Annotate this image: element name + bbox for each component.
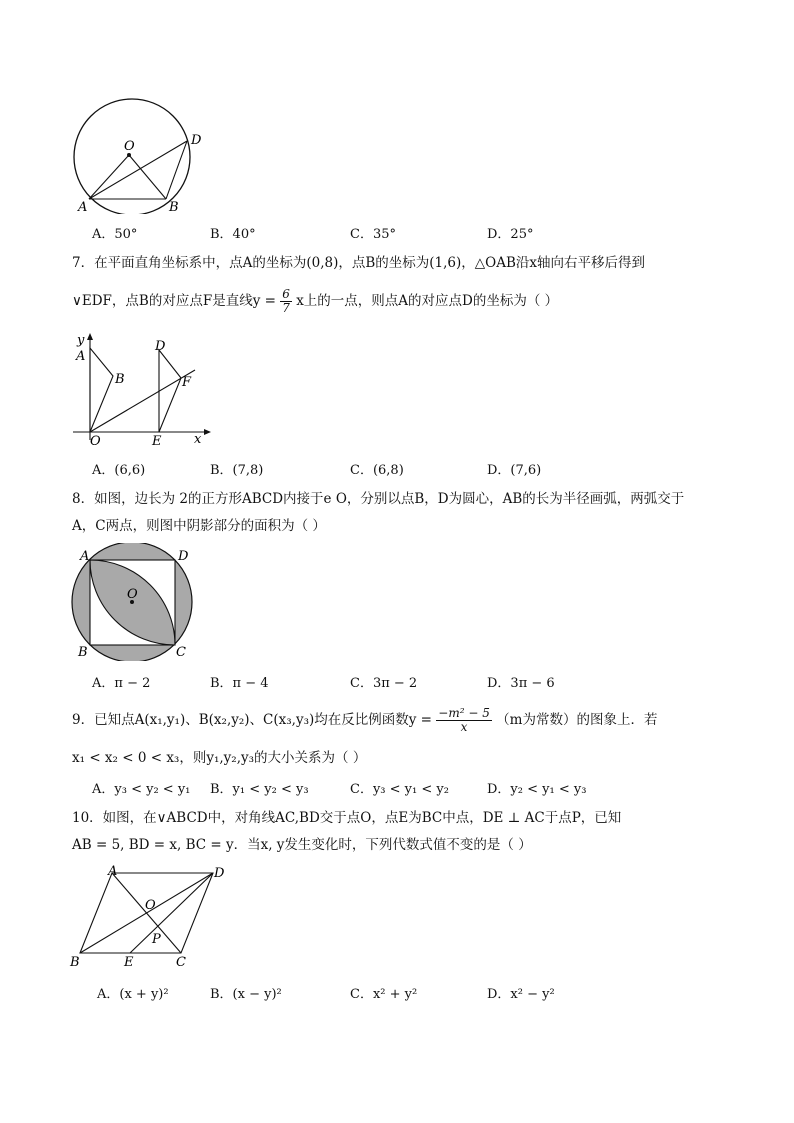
q9-frac-num: −m² − 5 bbox=[438, 706, 490, 720]
q6-segment-OB bbox=[129, 155, 166, 199]
q6-option-a[interactable]: A．50° bbox=[92, 227, 138, 242]
q10-label-A: A bbox=[108, 864, 118, 879]
q10-label-C: C bbox=[176, 955, 186, 970]
q9-line1-pre: 9．已知点A(x₁,y₁)、B(x₂,y₂)、C(x₃,y₃)均在反比例函数y = bbox=[72, 712, 432, 728]
q9-option-b[interactable]: B．y₁ < y₂ < y₃ bbox=[210, 782, 309, 797]
q6-option-b[interactable]: B．40° bbox=[210, 227, 256, 242]
q8-option-d[interactable]: D．3π − 6 bbox=[487, 676, 555, 691]
q6-segment-BD bbox=[166, 141, 187, 199]
q10-option-b[interactable]: B．(x − y)² bbox=[210, 987, 282, 1002]
q10-label-B: B bbox=[70, 955, 80, 970]
q7-label-D: D bbox=[155, 339, 166, 354]
q10-option-d[interactable]: D．x² − y² bbox=[487, 987, 555, 1002]
q6-option-d[interactable]: D．25° bbox=[487, 227, 534, 242]
q10-segment-DE bbox=[130, 873, 213, 953]
q6-segment-AO bbox=[89, 155, 129, 199]
q8-square-circle-figure bbox=[70, 543, 200, 661]
q7-option-b[interactable]: B．(7,8) bbox=[210, 463, 264, 478]
q8-stem-line2: A，C两点，则图中阴影部分的面积为（ ） bbox=[72, 518, 326, 534]
q7-label-x: x bbox=[194, 432, 202, 447]
q7-option-d[interactable]: D．(7,6) bbox=[487, 463, 542, 478]
q8-label-D: D bbox=[178, 549, 189, 564]
q9-fraction bbox=[436, 707, 492, 734]
q7-label-B: B bbox=[115, 372, 125, 387]
q10-stem-line2: AB = 5, BD = x, BC = y．当x, y发生变化时，下列代数式值不变的是（ ） bbox=[72, 837, 532, 853]
q7-frac-num: 6 bbox=[282, 287, 290, 301]
q6-segment-AD bbox=[89, 141, 187, 199]
q8-option-a[interactable]: A．π − 2 bbox=[92, 676, 151, 691]
q8-label-B: B bbox=[78, 645, 88, 660]
q6-label-D: D bbox=[191, 133, 202, 148]
q7-x-arrow bbox=[204, 429, 211, 435]
q7-triangle-EDF bbox=[159, 350, 181, 432]
q10-option-c[interactable]: C．x² + y² bbox=[350, 987, 418, 1002]
q10-label-O: O bbox=[145, 898, 156, 913]
q9-option-c[interactable]: C．y₃ < y₁ < y₂ bbox=[350, 782, 449, 797]
q10-diagonal-BD bbox=[80, 873, 213, 953]
q7-line2-pre: ∨EDF，点B的对应点F是直线y = bbox=[72, 293, 276, 309]
q7-label-F: F bbox=[182, 375, 192, 390]
q7-frac-den: 7 bbox=[282, 301, 290, 315]
q9-stem-line2: x₁ < x₂ < 0 < x₃，则y₁,y₂,y₃的大小关系为（ ） bbox=[72, 750, 367, 766]
q8-option-c[interactable]: C．3π − 2 bbox=[350, 676, 418, 691]
q7-fraction bbox=[280, 288, 292, 315]
q7-option-c[interactable]: C．(6,8) bbox=[350, 463, 404, 478]
q7-line-y-6-7x bbox=[90, 370, 195, 432]
q8-option-b[interactable]: B．π − 4 bbox=[210, 676, 269, 691]
q7-triangle-OAB bbox=[90, 348, 113, 432]
q8-label-C: C bbox=[176, 645, 186, 660]
q7-label-A: A bbox=[76, 349, 86, 364]
q7-stem-line2 bbox=[72, 288, 558, 315]
q10-stem-line1: 10．如图，在∨ABCD中，对角线AC,BD交于点O，点E为BC中点，DE ⊥ AC于点P，已知 bbox=[72, 810, 622, 826]
q7-line2-post: x上的一点，则点A的对应点D的坐标为（ ） bbox=[296, 293, 559, 309]
q8-label-O: O bbox=[127, 587, 138, 602]
q10-label-P: P bbox=[152, 932, 161, 947]
q10-option-a[interactable]: A．(x + y)² bbox=[97, 987, 169, 1002]
q8-label-A: A bbox=[80, 549, 90, 564]
q10-label-D: D bbox=[214, 866, 225, 881]
q7-label-E: E bbox=[152, 434, 162, 448]
q10-label-E: E bbox=[124, 955, 134, 970]
q8-stem-line1: 8．如图，边长为 2的正方形ABCD内接于e O，分别以点B，D为圆心，AB的长为半径画弧，两弧交于 bbox=[72, 491, 685, 507]
q7-stem-line1: 7．在平面直角坐标系中，点A的坐标为(0,8)，点B的坐标为(1,6)，△OAB沿x轴向右平移后得到 bbox=[72, 255, 645, 271]
q9-option-a[interactable]: A．y₃ < y₂ < y₁ bbox=[92, 782, 191, 797]
q7-y-arrow bbox=[87, 333, 93, 340]
q9-line1-post: （m为常数）的图象上．若 bbox=[496, 712, 658, 728]
q6-label-B: B bbox=[169, 200, 179, 214]
q7-coordinate-figure bbox=[68, 328, 218, 448]
q9-option-d[interactable]: D．y₂ < y₁ < y₃ bbox=[487, 782, 587, 797]
q7-label-y: y bbox=[77, 333, 85, 348]
q10-parallelogram-figure bbox=[68, 863, 238, 971]
q6-label-A: A bbox=[78, 200, 88, 214]
q7-label-O: O bbox=[90, 434, 101, 448]
q7-option-a[interactable]: A．(6,6) bbox=[92, 463, 146, 478]
q9-frac-den: x bbox=[460, 720, 468, 734]
q6-option-c[interactable]: C．35° bbox=[350, 227, 396, 242]
q9-stem-line1 bbox=[72, 707, 657, 734]
q6-circle-figure bbox=[66, 98, 216, 214]
q6-label-O: O bbox=[124, 139, 135, 154]
